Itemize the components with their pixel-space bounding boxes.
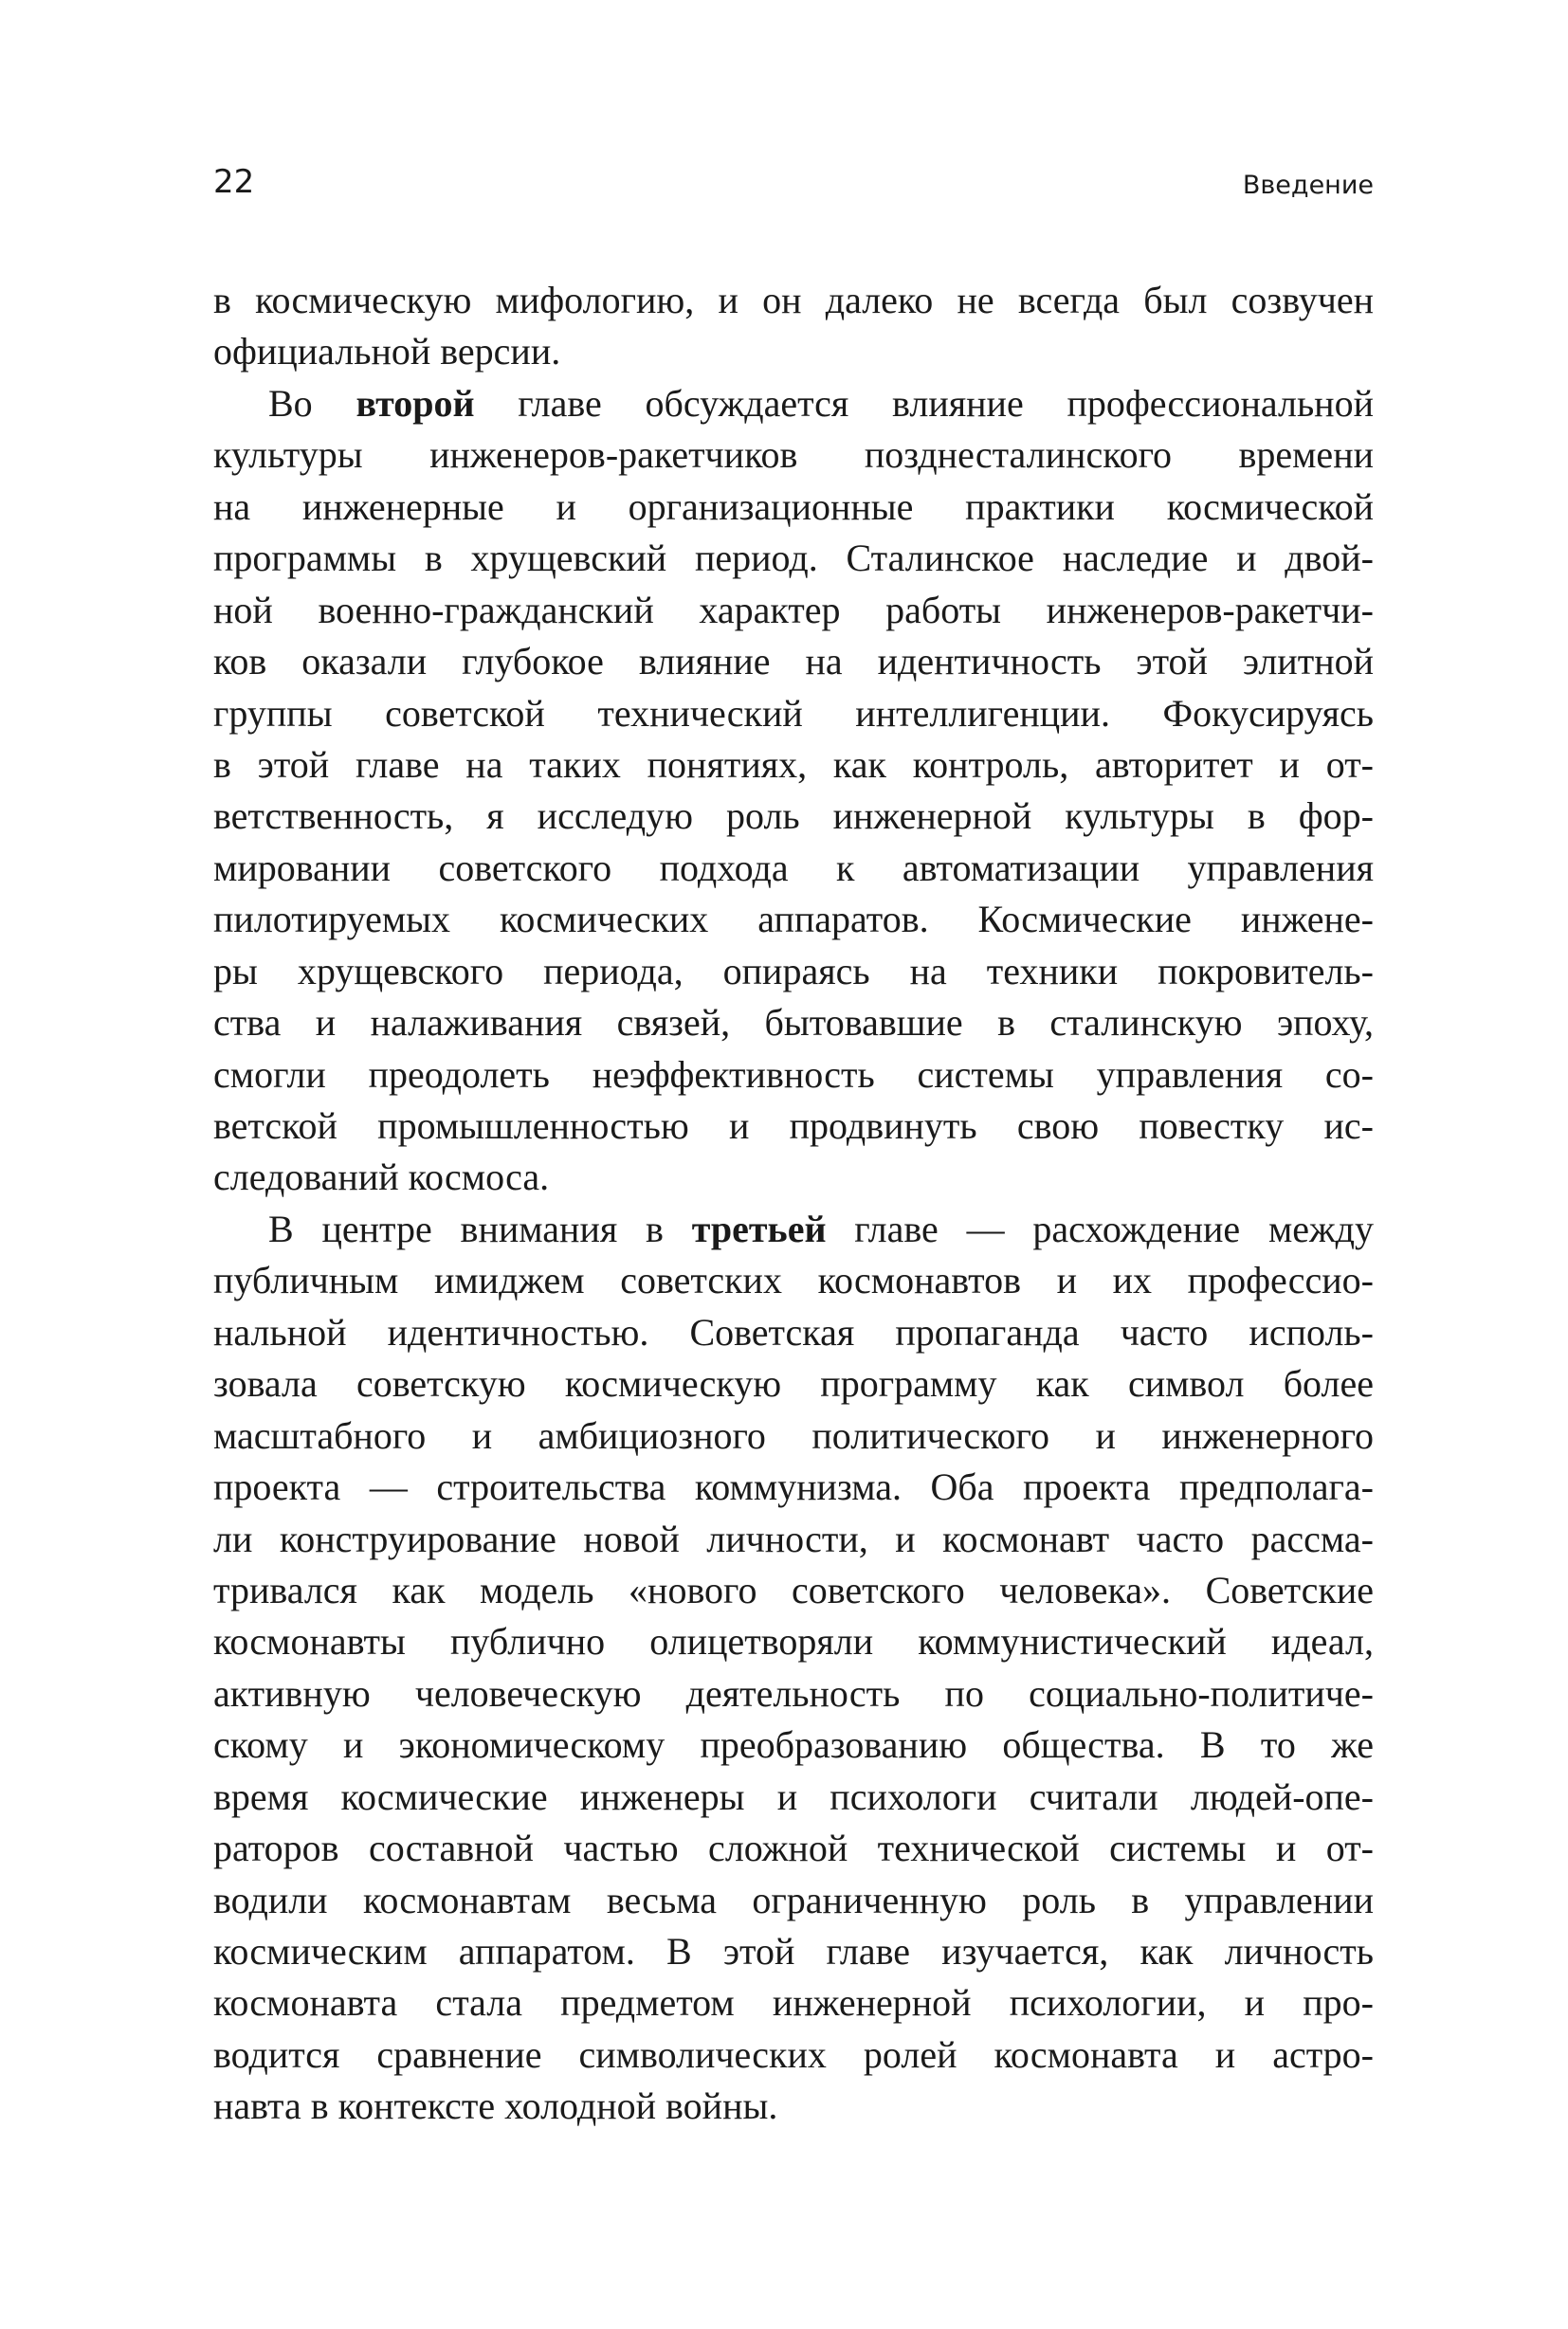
text-line: на инженерные и организационные практики космической — [213, 484, 1374, 528]
text-line: ветской промышленностью и продвинуть свою повестку ис- — [213, 1104, 1374, 1147]
text-line: водили космонавтам весьма ограниченную роль в управлении — [213, 1878, 1374, 1921]
text-line: проекта — строительства коммунизма. Оба проекта предполага- — [213, 1465, 1374, 1509]
bold-chapter-ordinal: третьей — [691, 1207, 827, 1250]
text-line: тривался как модель «нового советского человека». Советские — [213, 1568, 1374, 1611]
text-line: в этой главе на таких понятиях, как контроль, авторитет и от- — [213, 742, 1374, 786]
text-line: масштабного и амбициозного политического и инженерного — [213, 1413, 1374, 1457]
text-line: скому и экономическому преобразованию общества. В то же — [213, 1723, 1374, 1767]
bold-chapter-ordinal: второй — [356, 381, 475, 425]
body-text — [213, 275, 1374, 2133]
text-line: космонавты публично олицетворяли коммунистический идеал, — [213, 1620, 1374, 1664]
text-line: раторов составной частью сложной технической системы и от- — [213, 1827, 1374, 1870]
text-line: официальной версии. — [213, 330, 561, 373]
text-segment: главе обсуждается влияние профессиональной — [474, 381, 1374, 425]
page-number: 22 — [213, 163, 255, 201]
text-segment: главе — расхождение между — [826, 1207, 1374, 1250]
text-line: ной военно-гражданский характер работы инженеров-ракетчи- — [213, 588, 1374, 631]
text-line: навта в контексте холодной войны. — [213, 2084, 778, 2128]
text-line — [213, 1204, 1374, 1255]
text-line: культуры инженеров-ракетчиков позднесталинского времени — [213, 433, 1374, 477]
text-line: космическим аппаратом. В этой главе изучается, как личность — [213, 1930, 1374, 1973]
text-line: следований космоса. — [213, 1155, 550, 1199]
text-line — [213, 378, 1374, 429]
text-segment: В центре внимания в — [268, 1207, 692, 1250]
text-line: ства и налаживания связей, бытовавшие в сталинскую эпоху, — [213, 1001, 1374, 1045]
text-line: группы советской технический интеллигенции. Фокусируясь — [213, 691, 1374, 735]
text-line: активную человеческую деятельность по социально-политиче- — [213, 1671, 1374, 1715]
text-line: пилотируемых космических аппаратов. Космические инжене- — [213, 898, 1374, 941]
text-line: ры хрущевского периода, опираясь на техники покровитель- — [213, 949, 1374, 992]
text-line: зовала советскую космическую программу как символ более — [213, 1362, 1374, 1406]
paragraph — [213, 1204, 1374, 2133]
text-line: программы в хрущевский период. Сталинское наследие и двой- — [213, 537, 1374, 580]
text-line: мировании советского подхода к автоматизации управления — [213, 846, 1374, 889]
paragraph — [213, 275, 1374, 378]
text-line: водится сравнение символических ролей космонавта и астро- — [213, 2032, 1374, 2076]
text-line: ков оказали глубокое влияние на идентичность этой элитной — [213, 640, 1374, 683]
text-line: ветственность, я исследую роль инженерной культуры в фор- — [213, 794, 1374, 838]
paragraph — [213, 378, 1374, 1204]
text-line: время космические инженеры и психологи считали людей-опе- — [213, 1774, 1374, 1818]
text-line: в космическую мифологию, и он далеко не всегда был созвучен — [213, 279, 1374, 321]
text-line: смогли преодолеть неэффективность системы управления со- — [213, 1052, 1374, 1096]
text-line: публичным имиджем советских космонавтов и их профессио- — [213, 1259, 1374, 1302]
text-segment: Во — [268, 381, 356, 425]
text-line: космонавта стала предметом инженерной психологии, и про- — [213, 1981, 1374, 2025]
text-line: ли конструирование новой личности, и космонавт часто рассма- — [213, 1517, 1374, 1560]
running-title: Введение — [1242, 171, 1374, 200]
text-line: нальной идентичностью. Советская пропаганда часто исполь- — [213, 1310, 1374, 1354]
